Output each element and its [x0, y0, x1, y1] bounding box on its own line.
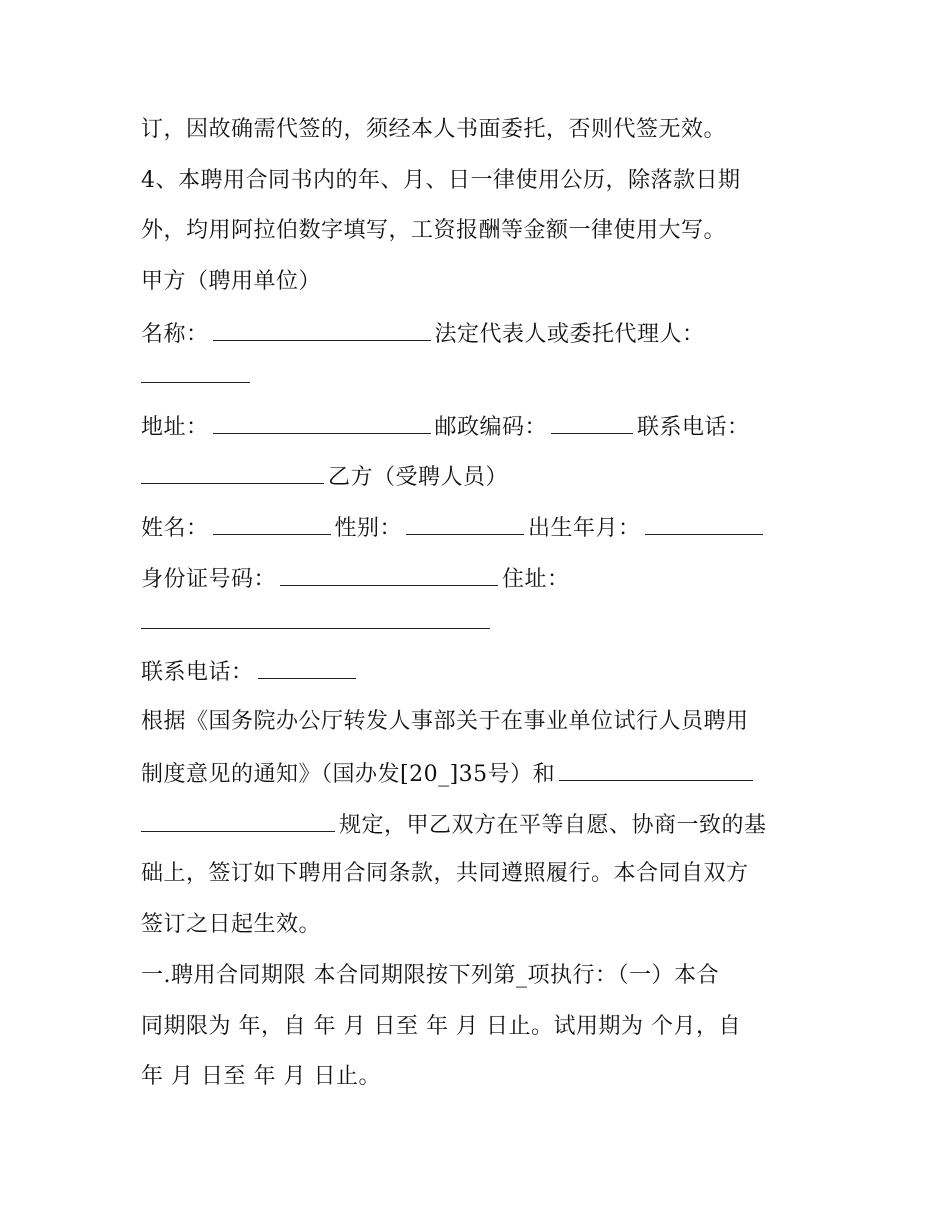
party-b-heading: 乙方（受聘人员）	[328, 465, 509, 490]
regulation-blank-1[interactable]	[559, 758, 753, 781]
name-blank[interactable]	[213, 318, 431, 341]
address-label: 地址：	[141, 415, 209, 440]
line-text: 制度意见的通知》（国办发[20_]35号）和	[141, 762, 556, 787]
text-line-14	[141, 758, 757, 790]
text-line-19	[141, 1012, 741, 1042]
line-text: 年 月 日至 年 月 日止。	[141, 1064, 381, 1089]
name-label: 名称：	[141, 322, 209, 347]
text-line-1	[141, 115, 726, 145]
representative-blank[interactable]	[141, 360, 250, 383]
line-text: 规定，甲乙双方在平等自愿、协商一致的基	[339, 813, 767, 838]
line-text: 订，因故确需代签的，须经本人书面委托，否则代签无效。	[141, 117, 727, 142]
line-text: 同期限为 年，自 年 月 日至 年 月 日止。试用期为 个月，自	[141, 1014, 741, 1039]
address-blank[interactable]	[213, 411, 431, 434]
line-text: 根据《国务院办公厅转发人事部关于在事业单位试行人员聘用	[141, 709, 749, 734]
party-b-info-row	[141, 512, 767, 544]
text-line-17	[141, 910, 321, 940]
text-line-2	[141, 166, 741, 196]
phone-blank[interactable]	[141, 461, 324, 484]
gender-blank[interactable]	[406, 512, 524, 535]
party-b-phone-row	[141, 656, 360, 688]
text-line-20	[141, 1062, 381, 1092]
text-line-15	[141, 809, 767, 841]
line-text: 一.聘用合同期限 本合同期限按下列第_项执行：（一）本合	[141, 963, 719, 988]
line-text: 4、本聘用合同书内的年、月、日一律使用公历，除落款日期	[141, 168, 741, 193]
representative-label: 法定代表人或委托代理人：	[434, 322, 705, 347]
postcode-label: 邮政编码：	[434, 415, 548, 440]
line-text: 外，均用阿拉伯数字填写，工资报酬等金额一律使用大写。	[141, 218, 727, 243]
party-b-phone-label: 联系电话：	[141, 660, 254, 685]
birth-label: 出生年月：	[528, 516, 641, 541]
representative-blank-row	[141, 360, 254, 392]
birth-blank[interactable]	[645, 512, 763, 535]
line-text: 签订之日起生效。	[141, 912, 322, 937]
party-a-heading	[141, 267, 321, 297]
text-line-3	[141, 216, 726, 246]
phone-label: 联系电话：	[637, 415, 750, 440]
id-blank[interactable]	[280, 563, 498, 586]
party-b-heading-row	[141, 461, 508, 493]
text-line-16	[141, 859, 749, 889]
line-text: 甲方（聘用单位）	[141, 269, 322, 294]
line-text: 础上，签订如下聘用合同条款，共同遵照履行。本合同自双方	[141, 861, 749, 886]
postcode-blank[interactable]	[551, 411, 633, 434]
party-a-address-row	[141, 411, 750, 443]
id-label: 身份证号码：	[141, 567, 277, 592]
party-a-name-row	[141, 318, 705, 350]
party-b-name-blank[interactable]	[213, 512, 331, 535]
residence-label: 住址：	[502, 567, 570, 592]
text-line-13	[141, 707, 749, 737]
regulation-blank-2[interactable]	[141, 809, 335, 832]
residence-blank-row	[141, 606, 494, 638]
gender-label: 性别：	[334, 516, 403, 541]
residence-blank[interactable]	[141, 606, 490, 629]
text-line-18	[141, 961, 719, 991]
party-b-name-label: 姓名：	[141, 516, 209, 541]
party-b-phone-blank[interactable]	[258, 656, 356, 679]
id-row	[141, 563, 570, 595]
